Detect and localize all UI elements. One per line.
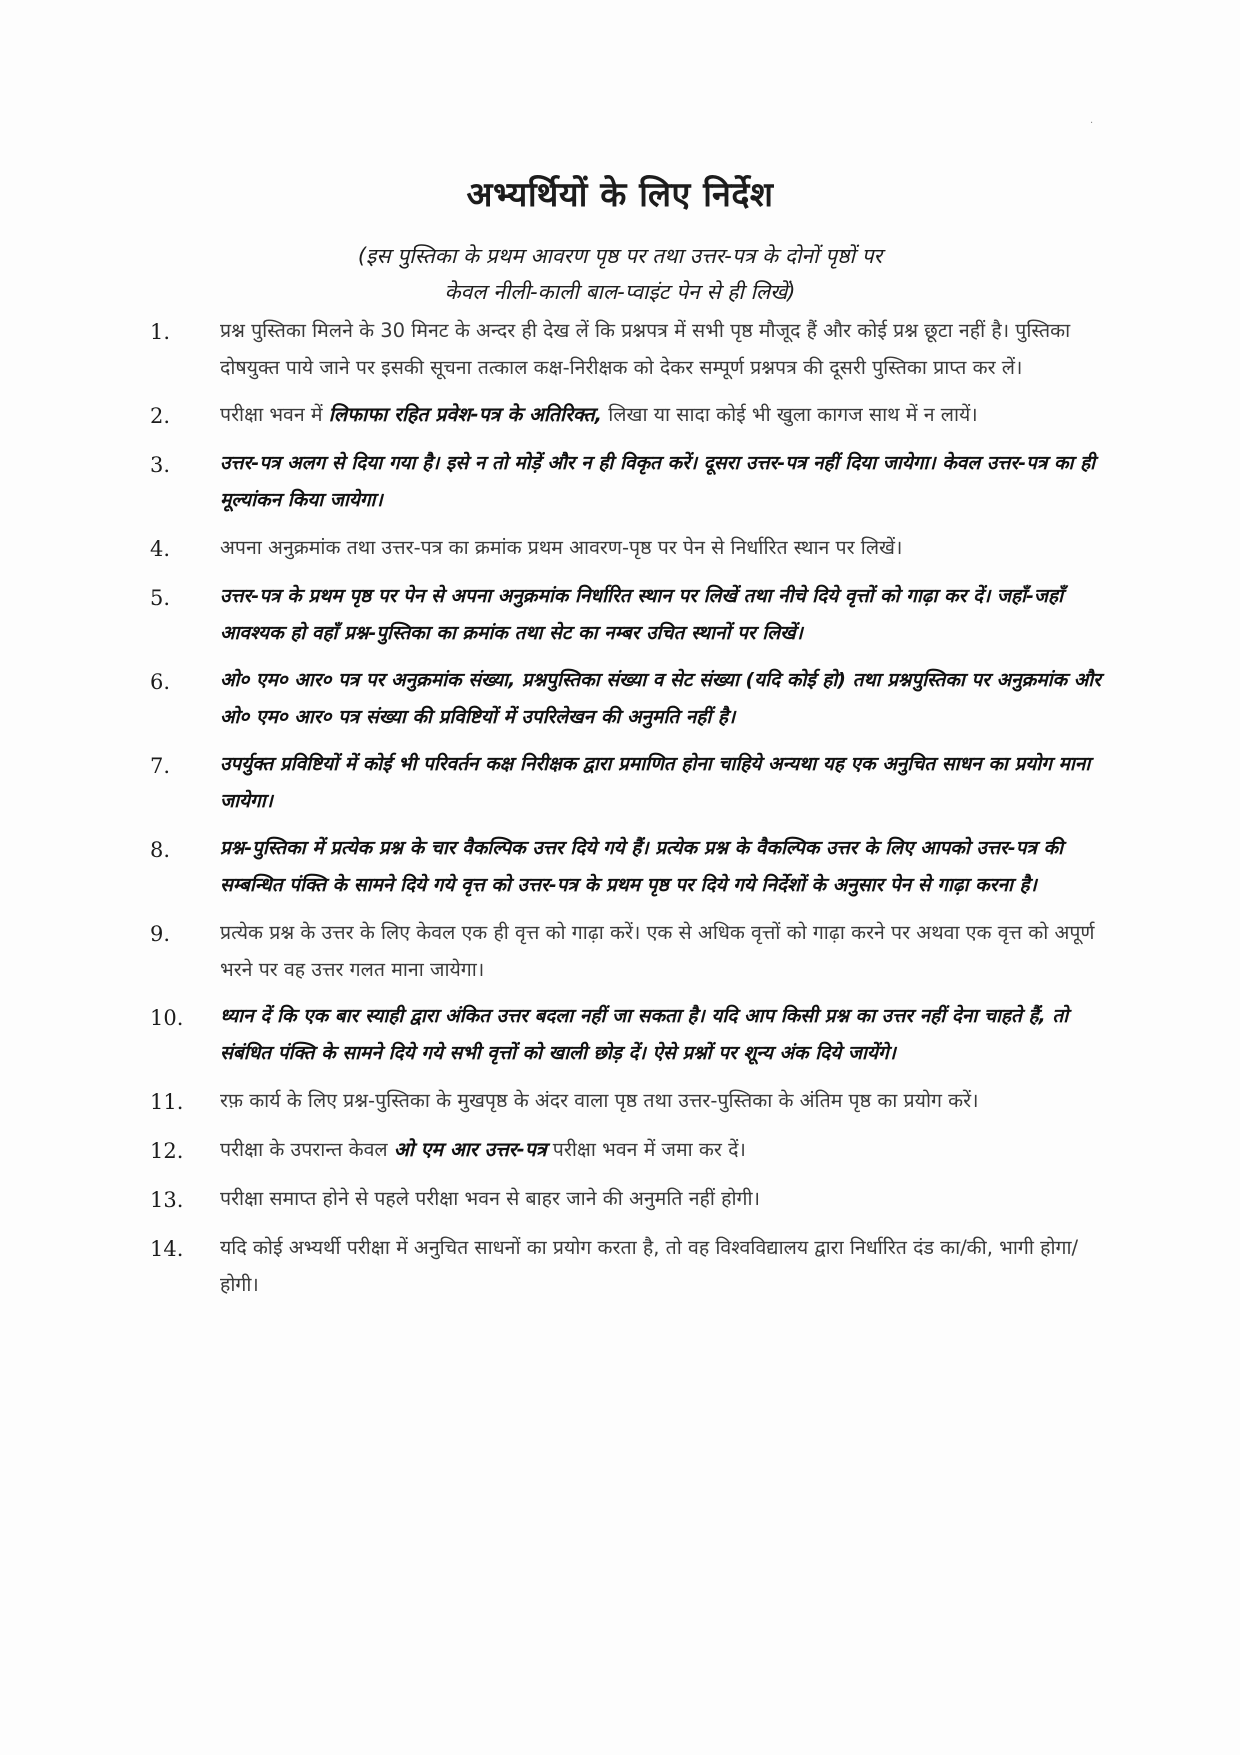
instruction-item [150, 1180, 1110, 1219]
instruction-item [150, 1229, 1110, 1303]
instruction-text-part: ओ० एम० आर० पत्र पर अनुक्रमांक संख्या, प्रश्नपुस्तिका संख्या व सेट संख्या (यदि कोई हो) तथा प्रश्नपुस्तिका पर अनुक्रमांक और ओ० एम० आर० पत्र संख्या की प्रविष्टियों में उपरिलेखन की अनुमति नहीं है। [220, 669, 1101, 728]
instruction-number: 12. [150, 1139, 184, 1163]
instruction-item [150, 914, 1110, 988]
instruction-item [150, 998, 1110, 1072]
instruction-text [220, 396, 1110, 433]
instruction-text [220, 1180, 1110, 1217]
instruction-number: 7. [150, 754, 171, 778]
page-title: अभ्यर्थियों के लिए निर्देश [466, 175, 774, 215]
instruction-item [150, 746, 1110, 820]
instruction-text-part: प्रत्येक प्रश्न के उत्तर के लिए केवल एक ही वृत्त को गाढ़ा करें। एक से अधिक वृत्तों को गाढ़ा करने पर अथवा एक वृत्त को अपूर्ण भरने पर वह उत्तर गलत माना जायेगा। [220, 921, 1095, 981]
page-subtitle [180, 238, 1060, 310]
instruction-number: 1. [150, 320, 171, 344]
instruction-number: 8. [150, 838, 171, 862]
instruction-number: 11. [150, 1090, 184, 1114]
instruction-text-part: उत्तर-पत्र के प्रथम पृष्ठ पर पेन से अपना अनुक्रमांक निर्धारित स्थान पर लिखें तथा नीचे दिये वृत्तों को गाढ़ा कर दें। जहाँ-जहाँ आवश्यक हो वहाँ प्रश्न-पुस्तिका का क्रमांक तथा सेट का नम्बर उचित स्थानों पर लिखें। [220, 585, 1064, 644]
instruction-text-part: परीक्षा समाप्त होने से पहले परीक्षा भवन से बाहर जाने की अनुमति नहीं होगी। [220, 1187, 760, 1210]
instruction-item [150, 445, 1110, 519]
instruction-text [220, 746, 1110, 820]
instruction-item [150, 312, 1110, 386]
instruction-text [220, 1082, 1110, 1119]
instruction-text [220, 529, 1110, 566]
subtitle-line-2: केवल नीली-काली बाल-प्वाइंट पेन से ही लिखें) [444, 280, 796, 304]
instruction-text-part: परीक्षा भवन में जमा कर दें। [546, 1138, 746, 1161]
instruction-text-part: प्रश्न-पुस्तिका में प्रत्येक प्रश्न के चार वैकल्पिक उत्तर दिये गये हैं। प्रत्येक प्रश्न के वैकल्पिक उत्तर के लिए आपको उत्तर-पत्र की सम्बन्धित पंक्ति के सामने दिये गये वृत्त को उत्तर-पत्र के प्रथम पृष्ठ पर दिये गये निर्देशों के अनुसार पेन से गाढ़ा करना है। [220, 837, 1064, 896]
instruction-text [220, 830, 1110, 904]
instruction-text-part: परीक्षा के उपरान्त केवल [220, 1138, 394, 1161]
instruction-item [150, 830, 1110, 904]
instruction-number: 4. [150, 537, 171, 561]
instruction-text [220, 914, 1110, 988]
subtitle-line-1: (इस पुस्तिका के प्रथम आवरण पृष्ठ पर तथा उत्तर-पत्र के दोनों पृष्ठों पर [357, 244, 883, 268]
instruction-text-part: परीक्षा भवन में [220, 403, 329, 426]
instruction-text-part: रफ़ कार्य के लिए प्रश्न-पुस्तिका के मुखपृष्ठ के अंदर वाला पृष्ठ तथा उत्तर-पुस्तिका के अंतिम पृष्ठ का प्रयोग करें। [220, 1089, 979, 1112]
instruction-text [220, 1131, 1110, 1168]
instruction-text-emphasis: लिफाफा रहित प्रवेश-पत्र के अतिरिक्त, [328, 403, 603, 426]
instruction-item [150, 1082, 1110, 1121]
instruction-number: 2. [150, 404, 171, 428]
instruction-text-part: लिखा या सादा कोई भी खुला कागज साथ में न लायें। [602, 403, 978, 426]
instruction-text [220, 312, 1110, 386]
instruction-text [220, 1229, 1110, 1303]
instruction-number: 5. [150, 586, 171, 610]
instruction-text-part: अपना अनुक्रमांक तथा उत्तर-पत्र का क्रमांक प्रथम आवरण-पृष्ठ पर पेन से निर्धारित स्थान पर लिखें। [220, 536, 903, 559]
instruction-text [220, 578, 1110, 652]
instruction-item [150, 662, 1110, 736]
instruction-number: 3. [150, 453, 171, 477]
instruction-item [150, 578, 1110, 652]
instruction-number: 13. [150, 1188, 184, 1212]
instruction-number: 6. [150, 670, 171, 694]
instruction-item [150, 529, 1110, 568]
instruction-number: 9. [150, 922, 171, 946]
instruction-text-part: यदि कोई अभ्यर्थी परीक्षा में अनुचित साधनों का प्रयोग करता है, तो वह विश्वविद्यालय द्वारा निर्धारित दंड का/की, भागी होगा/होगी। [220, 1236, 1079, 1296]
instruction-text-part: प्रश्न पुस्तिका मिलने के 30 मिनट के अन्दर ही देख लें कि प्रश्नपत्र में सभी पृष्ठ मौजूद हैं और कोई प्रश्न छूटा नहीं है। पुस्तिका दोषयुक्त पाये जाने पर इसकी सूचना तत्काल कक्ष-निरीक्षक को देकर सम्पूर्ण प्रश्नपत्र की दूसरी पुस्तिका प्राप्त कर लें। [220, 319, 1071, 379]
instruction-text-part: उत्तर-पत्र अलग से दिया गया है। इसे न तो मोड़ें और न ही विकृत करें। दूसरा उत्तर-पत्र नहीं दिया जायेगा। केवल उत्तर-पत्र का ही मूल्यांकन किया जायेगा। [220, 452, 1096, 511]
scan-speck: · [1090, 118, 1094, 129]
instruction-text [220, 662, 1110, 736]
instruction-number: 14. [150, 1237, 184, 1261]
instruction-number: 10. [150, 1006, 184, 1030]
instruction-text-emphasis: ओ एम आर उत्तर-पत्र [393, 1138, 547, 1161]
instruction-text [220, 998, 1110, 1072]
instruction-text-part: उपर्युक्त प्रविष्टियों में कोई भी परिवर्तन कक्ष निरीक्षक द्वारा प्रमाणित होना चाहिये अन्यथा यह एक अनुचित साधन का प्रयोग माना जायेगा। [220, 753, 1091, 812]
instructions-list [150, 312, 1110, 1313]
instruction-text [220, 445, 1110, 519]
instruction-item [150, 1131, 1110, 1170]
instruction-item [150, 396, 1110, 435]
instruction-text-part: ध्यान दें कि एक बार स्याही द्वारा अंकित उत्तर बदला नहीं जा सकता है। यदि आप किसी प्रश्न का उत्तर नहीं देना चाहते हैं, तो संबंधित पंक्ति के सामने दिये गये सभी वृत्तों को खाली छोड़ दें। ऐसे प्रश्नों पर शून्य अंक दिये जायेंगे। [220, 1005, 1069, 1064]
